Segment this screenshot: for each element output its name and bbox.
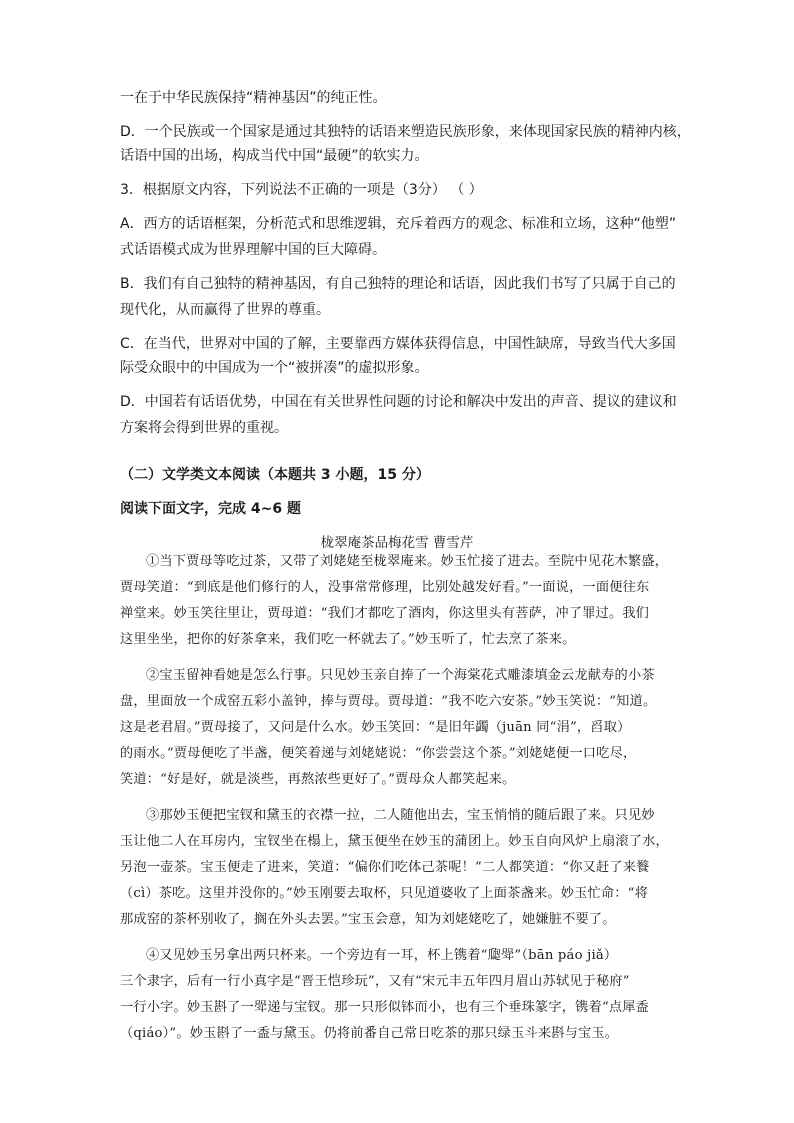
passage-line: 另泡一壶茶。宝玉便走了进来，笑道：“偏你们吃体己茶呢！”二人都笑道：“你又赶了来餮 bbox=[120, 860, 650, 875]
passage-line: 贾母笑道：“到底是他们修行的人，没事常常修理，比别处越发好看。”一面说，一面便往东 bbox=[120, 580, 650, 595]
passage-line: （cì）茶吃。这里并没你的。”妙玉刚要去取杯，只见道婆收了上面茶盏来。妙玉忙命：“将 bbox=[120, 886, 649, 901]
text-line: A．西方的话语框架，分析范式和思维逻辑，充斥着西方的观念、标准和立场，这种“他塑” bbox=[120, 216, 677, 232]
passage-line: ③那妙玉便把宝钗和黛玉的衣襟一拉，二人随他出去，宝玉悄悄的随后跟了来。只见妙 bbox=[146, 808, 655, 823]
passage-line: ①当下贾母等吃过茶，又带了刘姥姥至栊翠庵来。妙玉忙接了进去。至院中见花木繁盛， bbox=[146, 554, 669, 569]
passage-line: 一行小字。妙玉斟了一斝递与宝钗。那一只形似钵而小，也有三个垂珠篆字，镌着“点犀盉 bbox=[120, 1000, 650, 1015]
passage-line: 三个隶字，后有一行小真字是“晋王恺珍玩”，又有“宋元丰五年四月眉山苏轼见于秘府” bbox=[120, 974, 630, 989]
passage-line: 的雨水。”贾母便吃了半盏，便笑着递与刘姥姥说：“你尝尝这个茶。”刘姥姥便一口吃尽， bbox=[120, 746, 637, 761]
passage-line: 那成窑的茶杯别收了，搁在外头去罢。”宝玉会意，知为刘姥姥吃了，她嫌脏不要了。 bbox=[120, 912, 616, 927]
passage-line: 盘，里面放一个成窑五彩小盖钟，捧与贾母。贾母道：“我不吃六安茶。”妙玉笑说：“知道。 bbox=[120, 694, 657, 709]
text-line: C．在当代，世界对中国的了解，主要靠西方媒体获得信息，中国性缺席，导致当代大多国 bbox=[120, 336, 676, 352]
text-line: D．中国若有话语优势，中国在有关世界性问题的讨论和解决中发出的声音、提议的建议和 bbox=[120, 394, 677, 410]
text-line: B．我们有自己独特的精神基因，有自己独特的理论和话语，因此我们书写了只属于自己的 bbox=[120, 276, 676, 292]
passage-line: 玉让他二人在耳房内，宝钗坐在榻上，黛玉便坐在妙玉的蒲团上。妙玉自向风炉上扇滚了水， bbox=[120, 834, 669, 849]
text-line: 一在于中华民族保持“精神基因”的纯正性。 bbox=[120, 90, 387, 106]
passage-title: 栊翠庵茶品梅花雪 曹雪芹 bbox=[320, 535, 474, 551]
passage-line: ②宝玉留神看她是怎么行事。只见妙玉亲自捧了一个海棠花式雕漆填金云龙献寿的小茶 bbox=[146, 668, 655, 683]
passage-line: 这里坐坐，把你的好茶拿来，我们吃一杯就去了。”妙玉听了，忙去烹了茶来。 bbox=[120, 632, 576, 647]
text-line: 3．根据原文内容，下列说法不正确的一项是（3分） （ ） bbox=[120, 182, 483, 198]
passage-line: （qiáo）”。妙玉斟了一盉与黛玉。仍将前番自己常日吃茶的那只绿玉斗来斟与宝玉。 bbox=[120, 1026, 619, 1041]
section-heading: （二）文学类文本阅读（本题共 3 小题，15 分） bbox=[120, 467, 430, 483]
passage-line: 笑道：“好是好，就是淡些，再熬浓些更好了。”贾母众人都笑起来。 bbox=[120, 772, 516, 787]
text-line: 际受众眼中的中国成为一个“被拼凑”的虚拟形象。 bbox=[120, 360, 429, 376]
passage-line: ④又见妙玉另拿出两只杯来。一个旁边有一耳，杯上镌着“瓟斝”（bān páo jiǎ） bbox=[146, 948, 618, 963]
text-line: 话语中国的出场，构成当代中国“最硬”的软实力。 bbox=[120, 148, 429, 164]
passage-line: 这是老君眉。”贾母接了，又问是什么水。妙玉笑回：“是旧年蠲（juān 同“涓”，舀取） bbox=[120, 720, 631, 735]
text-line: 现代化，从而赢得了世界的尊重。 bbox=[120, 302, 330, 318]
reading-instruction: 阅读下面文字，完成 4~6 题 bbox=[120, 501, 301, 517]
passage-line: 禅堂来。妙玉笑往里让，贾母道：“我们才都吃了酒肉，你这里头有菩萨，冲了罪过。我们 bbox=[120, 606, 650, 621]
text-line: 式话语模式成为世界理解中国的巨大障碍。 bbox=[120, 242, 386, 258]
text-line: 方案将会得到世界的重视。 bbox=[120, 420, 288, 436]
text-line: D．一个民族或一个国家是通过其独特的话语来塑造民族形象，来体现国家民族的精神内核， bbox=[120, 124, 691, 140]
